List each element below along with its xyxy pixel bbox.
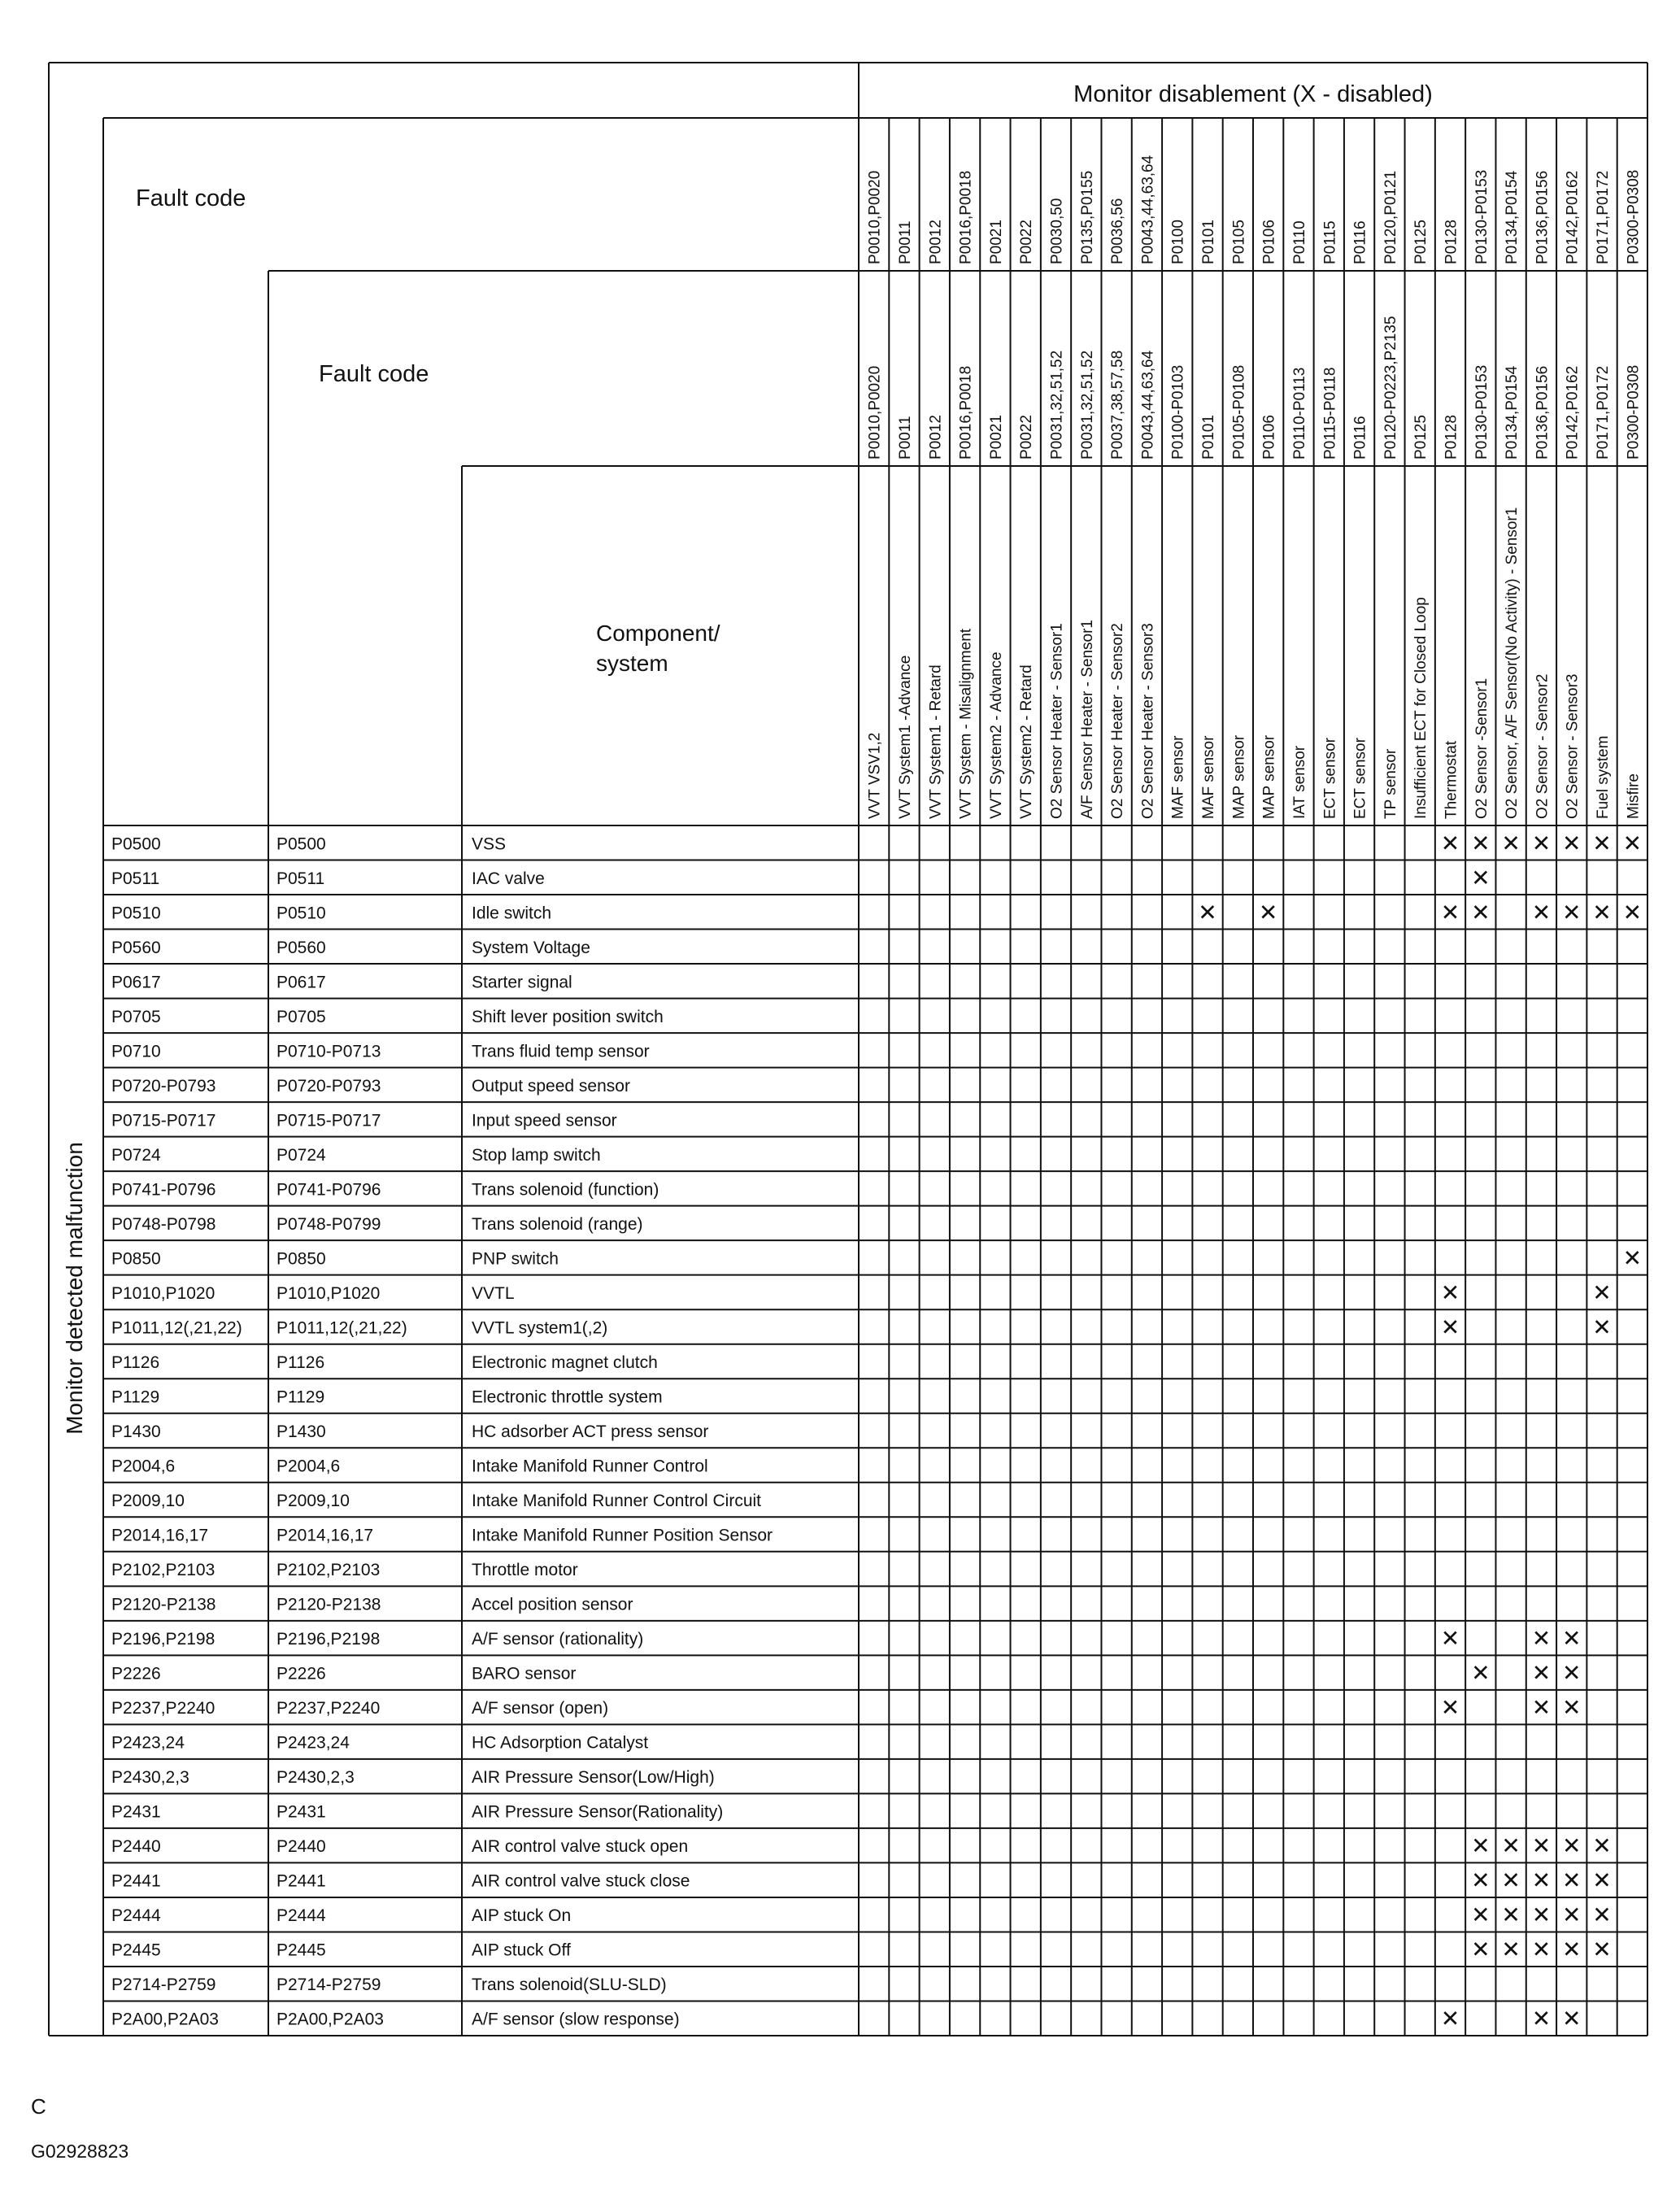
- column-code-2: P0106: [1260, 415, 1278, 460]
- row-fault-code-2: P2226: [276, 1664, 326, 1684]
- row-fault-code-1: P2120-P2138: [111, 1595, 216, 1614]
- row-fault-code-1: P0724: [111, 1145, 161, 1165]
- row-fault-code-1: P2714-P2759: [111, 1975, 216, 1995]
- column-component-name: MAF sensor: [1169, 735, 1187, 819]
- row-fault-code-2: P2009,10: [276, 1492, 350, 1511]
- disabled-mark: ✕: [1592, 1279, 1612, 1305]
- row-fault-code-1: P0720-P0793: [111, 1076, 216, 1096]
- disabled-mark: ✕: [1531, 899, 1552, 926]
- column-component-name: Fuel system: [1595, 735, 1613, 819]
- disabled-mark: ✕: [1531, 1936, 1552, 1962]
- column-code-1: P0010,P0020: [866, 170, 884, 264]
- column-component-name: O2 Sensor - Sensor2: [1534, 673, 1552, 819]
- disabled-mark: ✕: [1561, 1660, 1582, 1686]
- disabled-mark: ✕: [1592, 1936, 1612, 1962]
- column-component-name: O2 Sensor Heater - Sensor1: [1048, 623, 1066, 819]
- disabled-mark: ✕: [1531, 1660, 1552, 1686]
- row-fault-code-1: P0500: [111, 834, 161, 854]
- row-component: VVTL: [472, 1283, 515, 1303]
- row-fault-code-1: P2004,6: [111, 1457, 176, 1476]
- column-code-1: P0036,56: [1109, 198, 1127, 264]
- column-code-2: P0031,32,51,52: [1048, 350, 1066, 460]
- row-component: VVTL system1(,2): [472, 1318, 608, 1338]
- disabled-mark: ✕: [1622, 1245, 1643, 1271]
- row-fault-code-1: P0617: [111, 973, 161, 992]
- column-code-1: P0011: [896, 220, 914, 264]
- row-fault-code-2: P2444: [276, 1906, 326, 1926]
- column-code-2: P0142,P0162: [1564, 365, 1582, 460]
- row-fault-code-2: P1126: [276, 1352, 325, 1372]
- row-fault-code-1: P0705: [111, 1007, 161, 1026]
- row-fault-code-1: P1126: [111, 1352, 160, 1372]
- column-code-2: P0043,44,63,64: [1139, 350, 1157, 460]
- column-component-name: VVT System1 - Retard: [927, 664, 945, 819]
- row-fault-code-1: P2102,P2103: [111, 1561, 215, 1580]
- column-component-name: O2 Sensor Heater - Sensor3: [1139, 623, 1157, 819]
- row-fault-code-2: P1011,12(,21,22): [276, 1318, 407, 1338]
- column-code-1: P0134,P0154: [1504, 170, 1521, 264]
- column-code-1: P0125: [1412, 220, 1430, 264]
- column-code-2: P0031,32,51,52: [1078, 350, 1096, 460]
- column-code-2: P0101: [1200, 415, 1218, 460]
- disabled-mark: ✕: [1471, 1902, 1491, 1928]
- disabled-mark: ✕: [1561, 2006, 1582, 2032]
- row-component: AIR Pressure Sensor(Rationality): [472, 1802, 724, 1822]
- disabled-mark: ✕: [1531, 1833, 1552, 1859]
- row-fault-code-2: P2430,2,3: [276, 1768, 355, 1788]
- disabled-mark: ✕: [1198, 899, 1217, 926]
- row-fault-code-1: P1129: [111, 1387, 160, 1407]
- row-component: VSS: [472, 834, 507, 854]
- column-component-name: TP sensor: [1382, 748, 1399, 819]
- disabled-mark: ✕: [1622, 899, 1643, 926]
- row-fault-code-1: P2226: [111, 1664, 161, 1684]
- row-component: Trans solenoid (range): [472, 1214, 643, 1234]
- row-fault-code-2: P2441: [276, 1871, 326, 1891]
- disabled-mark: ✕: [1561, 1833, 1582, 1859]
- column-code-2: P0110-P0113: [1290, 367, 1308, 460]
- disabled-mark: ✕: [1592, 1902, 1612, 1928]
- disabled-mark: ✕: [1592, 1867, 1612, 1893]
- column-code-2: P0010,P0020: [866, 365, 884, 460]
- row-fault-code-1: P2423,24: [111, 1733, 185, 1753]
- disabled-mark: ✕: [1258, 899, 1278, 926]
- column-code-1: P0142,P0162: [1564, 170, 1582, 264]
- column-code-1: P0128: [1443, 220, 1460, 264]
- column-component-name: ECT sensor: [1351, 738, 1369, 819]
- row-fault-code-1: P0850: [111, 1249, 161, 1269]
- column-code-2: P0134,P0154: [1504, 365, 1521, 460]
- disabled-mark: ✕: [1471, 1660, 1491, 1686]
- disabled-mark: ✕: [1440, 1279, 1460, 1305]
- column-component-name: Insufficient ECT for Closed Loop: [1412, 597, 1430, 819]
- row-fault-code-1: P2A00,P2A03: [111, 2010, 219, 2029]
- row-fault-code-2: P0720-P0793: [276, 1076, 381, 1096]
- disabled-mark: ✕: [1471, 865, 1491, 891]
- disabled-mark: ✕: [1561, 899, 1582, 926]
- disabled-mark: ✕: [1471, 1833, 1491, 1859]
- column-code-2: P0037,38,57,58: [1109, 350, 1127, 460]
- row-component: BARO sensor: [472, 1664, 577, 1684]
- fault-code-heading-1: Fault code: [136, 185, 246, 211]
- row-fault-code-1: P2237,P2240: [111, 1699, 215, 1718]
- disabled-mark: ✕: [1531, 1867, 1552, 1893]
- disabled-mark: ✕: [1440, 1695, 1460, 1721]
- row-fault-code-2: P2014,16,17: [276, 1526, 374, 1545]
- row-fault-code-1: P0741-P0796: [111, 1180, 216, 1200]
- column-code-2: P0022: [1018, 415, 1036, 460]
- row-fault-code-2: P2004,6: [276, 1457, 341, 1476]
- column-code-1: P0300-P0308: [1625, 169, 1643, 264]
- row-fault-code-1: P2440: [111, 1837, 161, 1857]
- row-fault-code-2: P0850: [276, 1249, 326, 1269]
- row-fault-code-1: P0511: [111, 869, 160, 888]
- row-fault-code-1: P2196,P2198: [111, 1630, 215, 1649]
- row-component: A/F sensor (rationality): [472, 1630, 644, 1649]
- row-component: HC adsorber ACT press sensor: [472, 1422, 709, 1441]
- column-component-name: MAP sensor: [1230, 734, 1248, 819]
- row-component: Throttle motor: [472, 1561, 578, 1580]
- monitor-disablement-heading: Monitor disablement (X - disabled): [1073, 81, 1433, 107]
- row-component: A/F sensor (open): [472, 1699, 609, 1718]
- disabled-mark: ✕: [1561, 1695, 1582, 1721]
- row-component: AIP stuck On: [472, 1906, 572, 1926]
- row-fault-code-2: P2196,P2198: [276, 1630, 381, 1649]
- row-fault-code-1: P0560: [111, 938, 161, 957]
- row-fault-code-1: P2009,10: [111, 1492, 185, 1511]
- disabled-mark: ✕: [1471, 1867, 1491, 1893]
- row-fault-code-1: P2430,2,3: [111, 1768, 189, 1788]
- column-component-name: ECT sensor: [1321, 738, 1339, 819]
- row-component: Input speed sensor: [472, 1111, 617, 1130]
- column-code-1: P0115: [1321, 220, 1339, 264]
- column-component-name: A/F Sensor Heater - Sensor1: [1078, 620, 1096, 819]
- column-code-2: P0120-P0223,P2135: [1382, 316, 1399, 460]
- component-system-heading-line2: system: [596, 651, 668, 676]
- column-code-1: P0171,P0172: [1595, 170, 1613, 264]
- disabled-mark: ✕: [1592, 1833, 1612, 1859]
- row-component: Trans solenoid (function): [472, 1180, 659, 1200]
- disabled-mark: ✕: [1440, 1626, 1460, 1652]
- disabled-mark: ✕: [1592, 830, 1612, 856]
- row-fault-code-2: P0511: [276, 869, 325, 888]
- column-component-name: MAF sensor: [1200, 735, 1218, 819]
- row-fault-code-1: P0748-P0798: [111, 1214, 216, 1234]
- disabled-mark: ✕: [1501, 1936, 1521, 1962]
- column-code-2: P0136,P0156: [1534, 365, 1552, 460]
- row-fault-code-1: P2445: [111, 1941, 161, 1960]
- row-component: Output speed sensor: [472, 1076, 630, 1096]
- disabled-mark: ✕: [1440, 1314, 1460, 1340]
- column-code-1: P0012: [927, 220, 945, 264]
- row-component: IAC valve: [472, 869, 545, 888]
- row-component: HC Adsorption Catalyst: [472, 1733, 649, 1753]
- row-fault-code-2: P2A00,P2A03: [276, 2010, 384, 2029]
- column-code-1: P0120,P0121: [1382, 170, 1399, 264]
- row-component: PNP switch: [472, 1249, 559, 1269]
- row-fault-code-2: P0617: [276, 973, 326, 992]
- row-component: Shift lever position switch: [472, 1007, 664, 1026]
- column-component-name: O2 Sensor - Sensor3: [1564, 673, 1582, 819]
- row-fault-code-2: P0724: [276, 1145, 326, 1165]
- column-code-1: P0022: [1018, 220, 1036, 264]
- row-fault-code-2: P2431: [276, 1802, 326, 1822]
- disabled-mark: ✕: [1561, 1936, 1582, 1962]
- disabled-mark: ✕: [1440, 899, 1460, 926]
- footer-letter: C: [31, 2094, 46, 2119]
- column-component-name: O2 Sensor -Sensor1: [1473, 677, 1491, 819]
- column-code-1: P0100: [1169, 220, 1187, 264]
- disabled-mark: ✕: [1471, 1936, 1491, 1962]
- row-fault-code-2: P0741-P0796: [276, 1180, 381, 1200]
- row-component: Accel position sensor: [472, 1595, 633, 1614]
- disabled-mark: ✕: [1531, 2006, 1552, 2032]
- row-fault-code-2: P0500: [276, 834, 326, 854]
- disabled-mark: ✕: [1561, 1626, 1582, 1652]
- row-component: Electronic throttle system: [472, 1387, 663, 1407]
- fault-code-heading-2: Fault code: [319, 361, 429, 387]
- disabled-mark: ✕: [1561, 830, 1582, 856]
- column-component-name: Misfire: [1625, 773, 1643, 819]
- component-system-heading-line1: Component/: [596, 621, 720, 646]
- row-fault-code-2: P2120-P2138: [276, 1595, 381, 1614]
- column-component-name: Thermostat: [1443, 740, 1460, 819]
- column-code-2: P0116: [1351, 416, 1369, 460]
- disabled-mark: ✕: [1622, 830, 1643, 856]
- row-fault-code-2: P2440: [276, 1837, 326, 1857]
- column-code-2: P0100-P0103: [1169, 364, 1187, 460]
- row-component: Electronic magnet clutch: [472, 1352, 658, 1372]
- column-component-name: VVT System1 -Advance: [896, 655, 914, 819]
- disabled-mark: ✕: [1561, 1867, 1582, 1893]
- row-component: A/F sensor (slow response): [472, 2010, 680, 2029]
- row-fault-code-2: P0560: [276, 938, 326, 957]
- column-component-name: IAT sensor: [1290, 745, 1308, 819]
- row-component: Intake Manifold Runner Position Sensor: [472, 1526, 773, 1545]
- column-code-1: P0030,50: [1048, 198, 1066, 264]
- row-component: Intake Manifold Runner Control Circuit: [472, 1492, 761, 1511]
- column-code-2: P0012: [927, 415, 945, 460]
- column-code-1: P0106: [1260, 220, 1278, 264]
- row-fault-code-1: P2444: [111, 1906, 161, 1926]
- row-fault-code-2: P2237,P2240: [276, 1699, 381, 1718]
- row-component: Idle switch: [472, 904, 552, 923]
- row-fault-code-1: P1011,12(,21,22): [111, 1318, 242, 1338]
- row-component: Trans solenoid(SLU-SLD): [472, 1975, 667, 1995]
- row-fault-code-1: P0710: [111, 1042, 161, 1061]
- column-component-name: VVT VSV1,2: [866, 732, 884, 819]
- column-code-2: P0105-P0108: [1230, 364, 1248, 460]
- row-fault-code-2: P0715-P0717: [276, 1111, 381, 1130]
- row-component: Stop lamp switch: [472, 1145, 601, 1165]
- column-code-2: P0011: [896, 416, 914, 460]
- column-component-name: VVT System - Misalignment: [957, 628, 975, 819]
- disabled-mark: ✕: [1471, 830, 1491, 856]
- column-code-2: P0016,P0018: [957, 365, 975, 460]
- row-component: AIP stuck Off: [472, 1941, 571, 1960]
- column-code-1: P0016,P0018: [957, 170, 975, 264]
- figure-id: G02928823: [31, 2141, 129, 2162]
- disabled-mark: ✕: [1471, 899, 1491, 926]
- column-component-name: O2 Sensor, A/F Sensor(No Activity) - Sensor1: [1504, 507, 1521, 819]
- column-code-2: P0115-P0118: [1321, 367, 1339, 460]
- row-fault-code-1: P1010,P1020: [111, 1283, 215, 1303]
- column-code-1: P0135,P0155: [1078, 170, 1096, 264]
- column-code-2: P0300-P0308: [1625, 364, 1643, 460]
- disabled-mark: ✕: [1592, 899, 1612, 926]
- disabled-mark: ✕: [1531, 830, 1552, 856]
- row-fault-code-2: P0510: [276, 904, 326, 923]
- row-fault-code-2: P1129: [276, 1387, 325, 1407]
- row-component: Starter signal: [472, 973, 572, 992]
- row-fault-code-1: P0510: [111, 904, 161, 923]
- disabled-mark: ✕: [1501, 1833, 1521, 1859]
- row-fault-code-2: P0710-P0713: [276, 1042, 381, 1061]
- column-code-1: P0021: [987, 220, 1005, 264]
- row-component: AIR Pressure Sensor(Low/High): [472, 1768, 715, 1788]
- disabled-mark: ✕: [1531, 1695, 1552, 1721]
- column-code-1: P0136,P0156: [1534, 170, 1552, 264]
- row-component: Intake Manifold Runner Control: [472, 1457, 708, 1476]
- disabled-mark: ✕: [1501, 830, 1521, 856]
- column-code-1: P0105: [1230, 220, 1248, 264]
- row-fault-code-1: P2441: [111, 1871, 161, 1891]
- row-fault-code-2: P0748-P0799: [276, 1214, 381, 1234]
- column-code-2: P0125: [1412, 415, 1430, 460]
- row-fault-code-2: P2423,24: [276, 1733, 350, 1753]
- column-code-1: P0116: [1351, 220, 1369, 264]
- monitor-detected-malfunction-label: Monitor detected malfunction: [62, 1142, 87, 1435]
- disabled-mark: ✕: [1440, 2006, 1460, 2032]
- column-code-1: P0043,44,63,64: [1139, 155, 1157, 264]
- row-fault-code-1: P0715-P0717: [111, 1111, 216, 1130]
- column-code-1: P0101: [1200, 220, 1218, 264]
- column-code-2: P0130-P0153: [1473, 364, 1491, 460]
- row-component: AIR control valve stuck open: [472, 1837, 689, 1857]
- column-component-name: O2 Sensor Heater - Sensor2: [1109, 623, 1127, 819]
- row-fault-code-1: P2431: [111, 1802, 161, 1822]
- disabled-mark: ✕: [1531, 1902, 1552, 1928]
- row-component: AIR control valve stuck close: [472, 1871, 690, 1891]
- disabled-mark: ✕: [1561, 1902, 1582, 1928]
- row-fault-code-1: P1430: [111, 1422, 161, 1441]
- row-fault-code-2: P1430: [276, 1422, 326, 1441]
- row-fault-code-2: P1010,P1020: [276, 1283, 381, 1303]
- column-code-1: P0130-P0153: [1473, 169, 1491, 264]
- disabled-mark: ✕: [1440, 830, 1460, 856]
- row-fault-code-2: P2102,P2103: [276, 1561, 381, 1580]
- disabled-mark: ✕: [1592, 1314, 1612, 1340]
- column-code-1: P0110: [1290, 220, 1308, 264]
- row-fault-code-2: P2445: [276, 1941, 326, 1960]
- column-component-name: MAP sensor: [1260, 734, 1278, 819]
- disabled-mark: ✕: [1531, 1626, 1552, 1652]
- row-component: System Voltage: [472, 938, 590, 957]
- column-code-2: P0171,P0172: [1595, 365, 1613, 460]
- row-component: Trans fluid temp sensor: [472, 1042, 650, 1061]
- column-code-2: P0128: [1443, 415, 1460, 460]
- row-fault-code-2: P0705: [276, 1007, 326, 1026]
- column-component-name: VVT System2 - Advance: [987, 651, 1005, 819]
- disabled-mark: ✕: [1501, 1867, 1521, 1893]
- column-code-2: P0021: [987, 415, 1005, 460]
- row-fault-code-2: P2714-P2759: [276, 1975, 381, 1995]
- row-fault-code-1: P2014,16,17: [111, 1526, 209, 1545]
- disabled-mark: ✕: [1501, 1902, 1521, 1928]
- column-component-name: VVT System2 - Retard: [1018, 664, 1036, 819]
